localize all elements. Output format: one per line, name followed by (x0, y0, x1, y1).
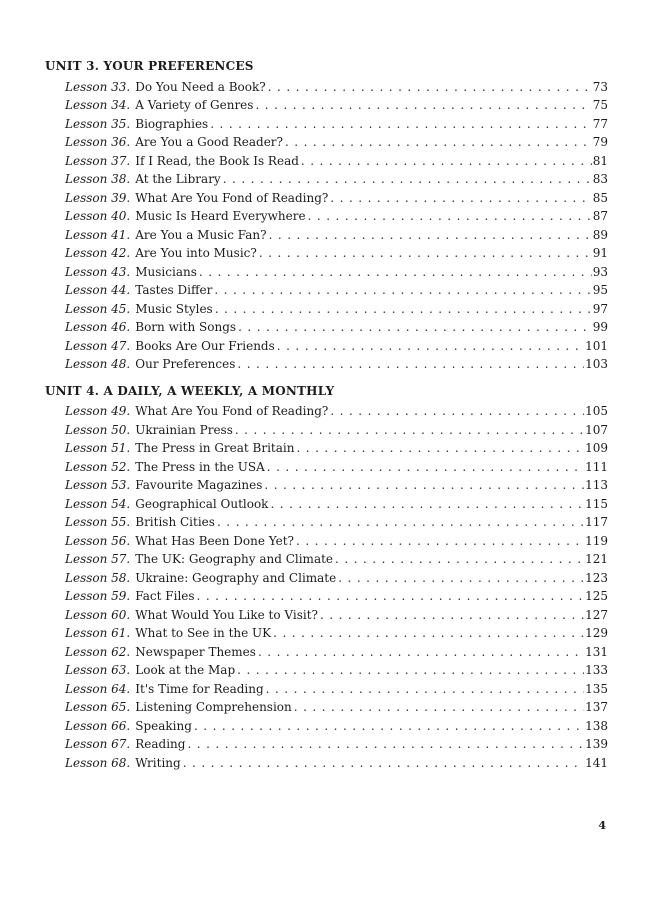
lesson-title: It's Time for Reading (135, 681, 264, 696)
toc-entry (45, 244, 608, 263)
entry-page-number: 135 (585, 681, 608, 696)
table-of-contents (45, 57, 608, 772)
dot-leader (215, 300, 592, 319)
lesson-title: Are You into Music? (135, 246, 257, 260)
lesson-label: Lesson 38. (65, 172, 131, 186)
entry-page-number: 115 (585, 496, 608, 511)
toc-entry (45, 513, 608, 532)
lesson-label: Lesson 45. (65, 301, 131, 316)
entry-page-number: 139 (585, 737, 608, 751)
entry-page-number: 123 (585, 570, 608, 585)
toc-entry (45, 281, 608, 300)
lesson-label: Lesson 37. (65, 153, 131, 168)
lesson-title: Born with Songs (135, 320, 237, 334)
toc-entry (45, 207, 608, 226)
entry-page-number: 113 (585, 478, 608, 492)
lesson-label: Lesson 41. (65, 227, 131, 242)
lesson-label: Lesson 56. (65, 533, 131, 548)
lesson-title: Do You Need a Book? (135, 79, 266, 94)
entry-page-number: 141 (585, 755, 608, 770)
dot-leader (273, 624, 584, 643)
toc-rows (45, 402, 608, 772)
lesson-title: Musicians (135, 264, 197, 279)
lesson-label: Lesson 68. (65, 755, 131, 770)
lesson-title: Speaking (135, 718, 192, 733)
entry-page-number: 97 (592, 301, 608, 316)
lesson-label: Lesson 47. (65, 338, 131, 353)
lesson-title: Ukraine: Geography and Climate (135, 570, 337, 585)
lesson-label: Lesson 63. (65, 663, 131, 677)
lesson-label: Lesson 65. (65, 700, 131, 714)
entry-page-number: 85 (592, 190, 608, 205)
lesson-title: Our Preferences (135, 357, 236, 371)
lesson-title: Music Styles (135, 301, 213, 316)
toc-section (45, 57, 608, 374)
lesson-label: Lesson 52. (65, 459, 131, 474)
dot-leader (301, 152, 592, 171)
lesson-title: Tastes Differ (135, 283, 213, 297)
toc-entry (45, 606, 608, 625)
dot-leader (277, 337, 584, 356)
lesson-title: Writing (135, 755, 181, 770)
dot-leader (199, 263, 592, 282)
toc-entry (45, 680, 608, 699)
lesson-title: Music Is Heard Everywhere (135, 209, 306, 223)
entry-page-number: 105 (585, 404, 608, 418)
dot-leader (335, 550, 584, 569)
lesson-title: A Variety of Genres (135, 98, 254, 112)
lesson-label: Lesson 36. (65, 135, 131, 149)
toc-entry (45, 337, 608, 356)
entry-page-number: 121 (585, 552, 608, 566)
dot-leader (330, 402, 584, 421)
entry-page-number: 103 (585, 357, 608, 371)
dot-leader (330, 189, 591, 208)
lesson-title: Are You a Good Reader? (135, 135, 283, 149)
entry-page-number: 77 (592, 116, 608, 131)
dot-leader (235, 421, 584, 440)
unit-heading: UNIT 3. YOUR PREFERENCES (45, 59, 254, 73)
toc-entry (45, 754, 608, 773)
dot-leader (296, 439, 584, 458)
dot-leader (187, 735, 584, 754)
entry-page-number: 95 (592, 283, 608, 297)
lesson-label: Lesson 49. (65, 404, 131, 418)
dot-leader (210, 115, 592, 134)
lesson-title: Fact Files (135, 589, 195, 603)
lesson-label: Lesson 57. (65, 552, 131, 566)
toc-entry (45, 300, 608, 319)
entry-page-number: 79 (592, 135, 608, 149)
entry-page-number: 75 (592, 98, 608, 112)
lesson-title: Look at the Map (135, 663, 236, 677)
toc-entry (45, 402, 608, 421)
lesson-label: Lesson 51. (65, 441, 131, 455)
toc-entry (45, 421, 608, 440)
toc-entry (45, 439, 608, 458)
dot-leader (268, 78, 592, 97)
dot-leader (217, 513, 584, 532)
toc-entry (45, 735, 608, 754)
dot-leader (237, 355, 584, 374)
toc-entry (45, 587, 608, 606)
entry-page-number: 119 (585, 533, 608, 548)
entry-page-number: 83 (592, 172, 608, 186)
lesson-label: Lesson 61. (65, 626, 131, 640)
dot-leader (238, 318, 592, 337)
dot-leader (194, 717, 584, 736)
entry-page-number: 133 (585, 663, 608, 677)
lesson-label: Lesson 46. (65, 320, 131, 334)
toc-entry (45, 698, 608, 717)
lesson-title: Geographical Outlook (135, 496, 269, 511)
entry-page-number: 99 (592, 320, 608, 334)
dot-leader (223, 170, 592, 189)
unit-heading: UNIT 4. A DAILY, A WEEKLY, A MONTHLY (45, 383, 335, 398)
dot-leader (296, 532, 584, 551)
lesson-title: Listening Comprehension (135, 700, 292, 714)
dot-leader (270, 495, 584, 514)
lesson-label: Lesson 40. (65, 209, 131, 223)
toc-entry (45, 355, 608, 374)
entry-page-number: 125 (585, 589, 608, 603)
toc-entry (45, 152, 608, 171)
dot-leader (197, 587, 585, 606)
lesson-label: Lesson 54. (65, 496, 131, 511)
lesson-title: What Would You Like to Visit? (135, 607, 318, 622)
toc-entry (45, 495, 608, 514)
lesson-title: What Are You Fond of Reading? (135, 404, 329, 418)
lesson-title: Ukrainian Press (135, 422, 233, 437)
dot-leader (183, 754, 584, 773)
dot-leader (267, 458, 584, 477)
toc-entry (45, 96, 608, 115)
toc-entry (45, 226, 608, 245)
dot-leader (269, 226, 592, 245)
lesson-label: Lesson 53. (65, 478, 131, 492)
lesson-title: Reading (135, 737, 186, 751)
toc-entry (45, 458, 608, 477)
lesson-label: Lesson 43. (65, 264, 131, 279)
toc-entry (45, 643, 608, 662)
lesson-label: Lesson 64. (65, 681, 131, 696)
dot-leader (294, 698, 584, 717)
entry-page-number: 127 (585, 607, 608, 622)
lesson-label: Lesson 60. (65, 607, 131, 622)
lesson-title: The Press in Great Britain (135, 441, 295, 455)
dot-leader (285, 133, 592, 152)
toc-entry (45, 133, 608, 152)
lesson-title: The UK: Geography and Climate (135, 552, 334, 566)
entry-page-number: 138 (585, 718, 608, 733)
entry-page-number: 117 (585, 515, 608, 529)
toc-entry (45, 476, 608, 495)
dot-leader (237, 661, 584, 680)
toc-entry (45, 661, 608, 680)
toc-entry (45, 624, 608, 643)
dot-leader (214, 281, 591, 300)
toc-entry (45, 717, 608, 736)
entry-page-number: 73 (592, 79, 608, 94)
lesson-label: Lesson 33. (65, 79, 131, 94)
lesson-label: Lesson 59. (65, 589, 131, 603)
toc-entry (45, 569, 608, 588)
entry-page-number: 137 (585, 700, 608, 714)
lesson-label: Lesson 34. (65, 98, 131, 112)
entry-page-number: 93 (592, 264, 608, 279)
lesson-label: Lesson 58. (65, 570, 131, 585)
lesson-label: Lesson 42. (65, 246, 131, 260)
dot-leader (264, 476, 584, 495)
dot-leader (308, 207, 592, 226)
dot-leader (266, 680, 584, 699)
toc-entry (45, 189, 608, 208)
entry-page-number: 131 (585, 644, 608, 659)
lesson-label: Lesson 50. (65, 422, 131, 437)
lesson-title: British Cities (135, 515, 215, 529)
entry-page-number: 111 (585, 459, 608, 474)
lesson-label: Lesson 67. (65, 737, 131, 751)
entry-page-number: 89 (592, 227, 608, 242)
lesson-title: What to See in the UK (135, 626, 272, 640)
lesson-title: If I Read, the Book Is Read (135, 153, 299, 168)
entry-page-number: 81 (592, 153, 608, 168)
page-folio: 4 (598, 819, 606, 832)
lesson-title: Are You a Music Fan? (135, 227, 267, 242)
lesson-label: Lesson 44. (65, 283, 131, 297)
dot-leader (255, 96, 591, 115)
dot-leader (259, 244, 592, 263)
toc-rows (45, 78, 608, 374)
toc-entry (45, 263, 608, 282)
lesson-title: Favourite Magazines (135, 478, 263, 492)
toc-entry (45, 115, 608, 134)
lesson-title: At the Library (135, 172, 221, 186)
entry-page-number: 107 (585, 422, 608, 437)
toc-section (45, 382, 608, 773)
dot-leader (320, 606, 584, 625)
toc-entry (45, 78, 608, 97)
lesson-label: Lesson 48. (65, 357, 131, 371)
lesson-title: Biographies (135, 116, 209, 131)
lesson-title: Newspaper Themes (135, 644, 256, 659)
lesson-label: Lesson 62. (65, 644, 131, 659)
entry-page-number: 129 (585, 626, 608, 640)
dot-leader (258, 643, 584, 662)
lesson-label: Lesson 66. (65, 718, 131, 733)
lesson-label: Lesson 55. (65, 515, 131, 529)
lesson-label: Lesson 39. (65, 190, 131, 205)
lesson-title: What Has Been Done Yet? (135, 533, 294, 548)
entry-page-number: 109 (585, 441, 608, 455)
lesson-label: Lesson 35. (65, 116, 131, 131)
dot-leader (338, 569, 584, 588)
lesson-title: Books Are Our Friends (135, 338, 275, 353)
toc-entry (45, 318, 608, 337)
toc-entry (45, 532, 608, 551)
toc-entry (45, 170, 608, 189)
lesson-title: The Press in the USA (135, 459, 265, 474)
entry-page-number: 101 (585, 338, 608, 353)
lesson-title: What Are You Fond of Reading? (135, 190, 329, 205)
entry-page-number: 87 (592, 209, 608, 223)
toc-entry (45, 550, 608, 569)
entry-page-number: 91 (592, 246, 608, 260)
